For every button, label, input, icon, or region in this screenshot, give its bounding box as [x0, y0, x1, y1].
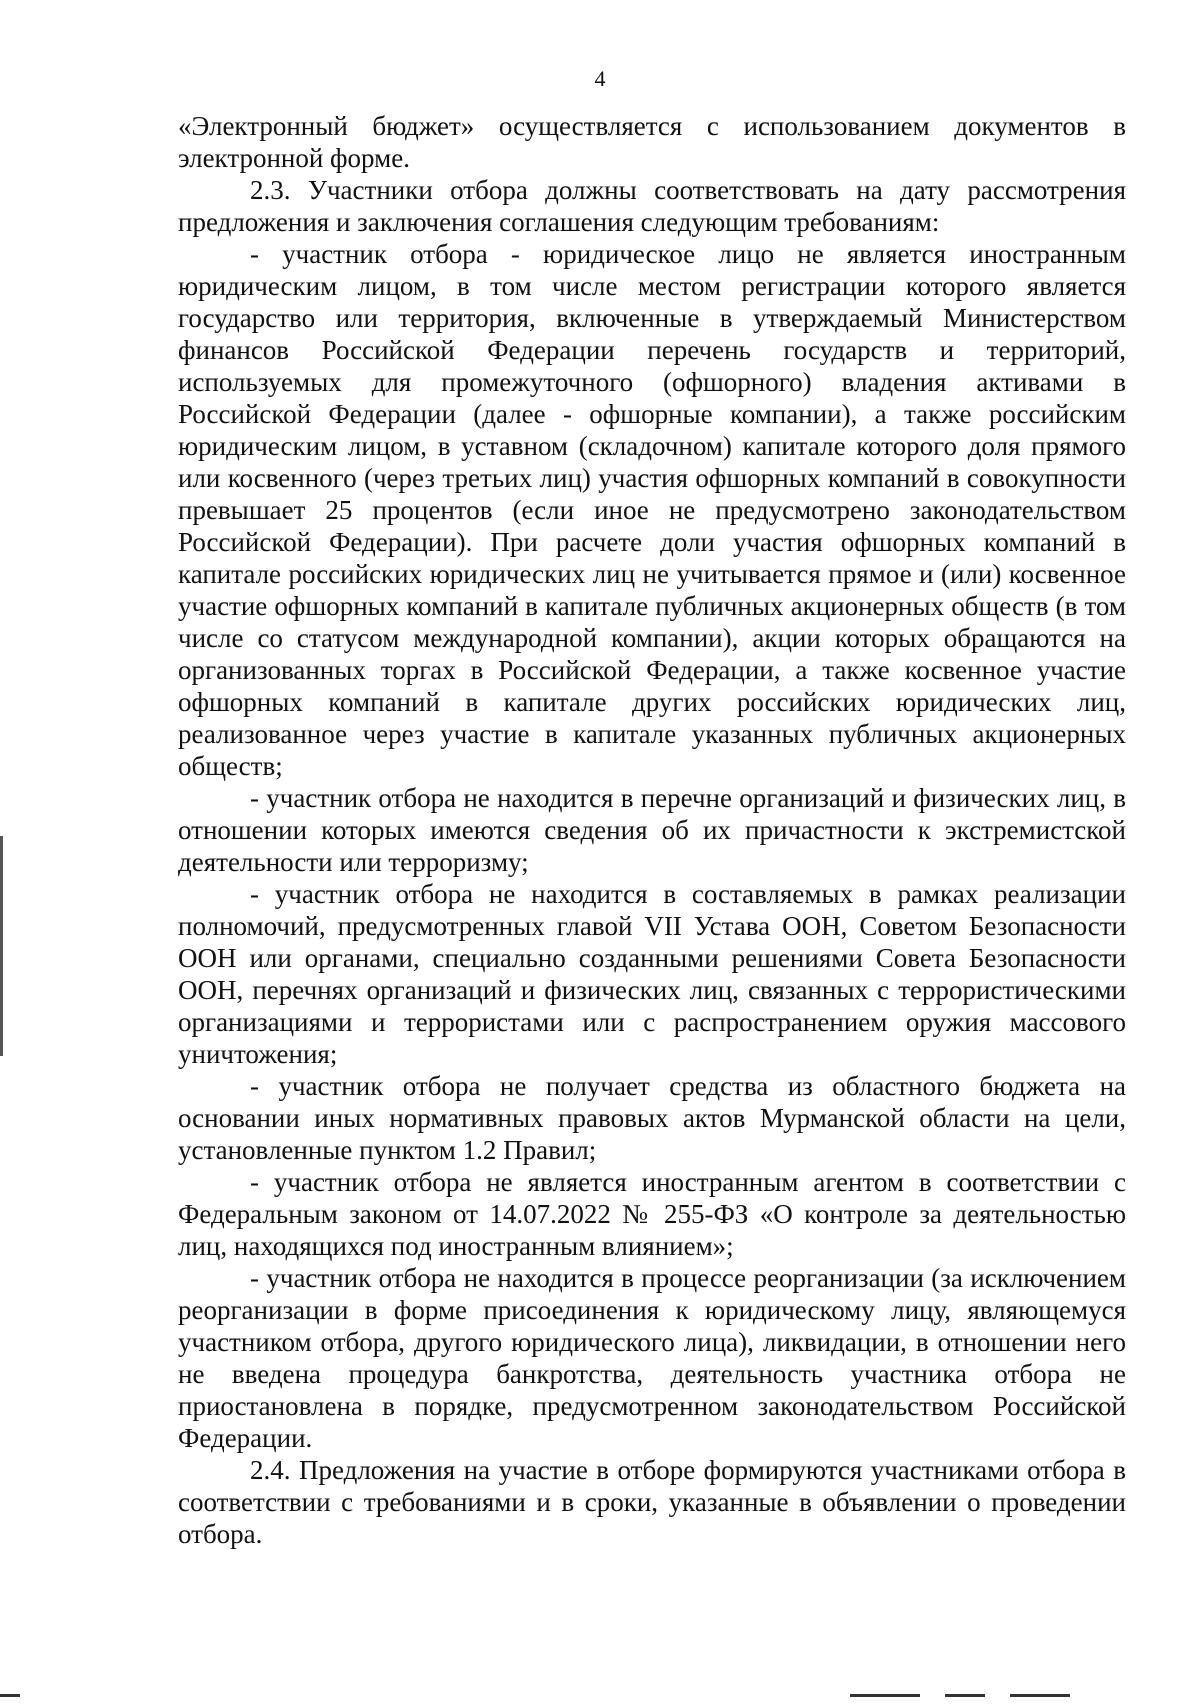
requirement-foreign-agent: - участник отбора не является иностранным агентом в соответствии с Федеральным законом от 14.07.2022 № 255-ФЗ «О контроле за деятельностью лиц, находящихся под иностранным влиянием»; [178, 1167, 1126, 1261]
paragraph-2-3: 2.3. Участники отбора должны соответствовать на дату рассмотрения предложения и заключения соглашения следующим требованиям: [178, 175, 1126, 237]
scan-bottom-mark [850, 1694, 920, 1697]
requirement-un-sanctions: - участник отбора не находится в составляемых в рамках реализации полномочий, предусмотренных главой VII Устава ООН, Советом Безопасности ООН или органами, специально созданными решениями Совета Безопасности ООН, перечнях организаций и физических лиц, связанных с террористическими организациями и террористами или с распространением оружия массового уничтожения; [178, 879, 1126, 1069]
requirement-budget-funds: - участник отбора не получает средства из областного бюджета на основании иных нормативных правовых актов Мурманской области на цели, установленные пунктом 1.2 Правил; [178, 1071, 1126, 1165]
requirement-reorganization: - участник отбора не находится в процессе реорганизации (за исключением реорганизации в форме присоединения к юридическому лицу, являющемуся участником отбора, другого юридического лица), ликвидации, в отношении него не введена процедура банкротства, деятельность участника отбора не приостановлена в порядке, предусмотренном законодательством Российской Федерации. [178, 1263, 1126, 1453]
paragraph-continuation: «Электронный бюджет» осуществляется с использованием документов в электронной форме. [178, 111, 1126, 173]
page-number: 4 [594, 66, 606, 91]
requirement-offshore: - участник отбора - юридическое лицо не является иностранным юридическим лицом, в том числе местом регистрации которого является государство или территория, включенные в утверждаемый Министерством финансов Российской Федерации перечень государств и территорий, используемых для промежуточного (офшорного) владения активами в Российской Федерации (далее - офшорные компании), а также российским юридическим лицом, в уставном (складочном) капитале которого доля прямого или косвенного (через третьих лиц) участия офшорных компаний в совокупности превышает 25 процентов (если иное не предусмотрено законодательством Российской Федерации). При расчете доли участия офшорных компаний в капитале российских юридических лиц не учитывается прямое и (или) косвенное участие офшорных компаний в капитале публичных акционерных обществ (в том числе со статусом международной компании), акции которых обращаются на организованных торгах в Российской Федерации, а также косвенное участие офшорных компаний в капитале других российских юридических лиц, реализованное через участие в капитале указанных публичных акционерных обществ; [178, 239, 1126, 781]
scan-bottom-mark [945, 1694, 985, 1697]
scan-bottom-mark [1010, 1694, 1070, 1697]
paragraph-2-4: 2.4. Предложения на участие в отборе формируются участниками отбора в соответствии с требованиями и в сроки, указанные в объявлении о проведении отбора. [178, 1455, 1126, 1549]
document-body [178, 110, 1126, 1550]
scan-bottom-mark [0, 1694, 20, 1697]
scan-margin-mark [0, 836, 3, 1056]
requirement-extremism: - участник отбора не находится в перечне организаций и физических лиц, в отношении которых имеются сведения об их причастности к экстремистской деятельности или терроризму; [178, 783, 1126, 877]
